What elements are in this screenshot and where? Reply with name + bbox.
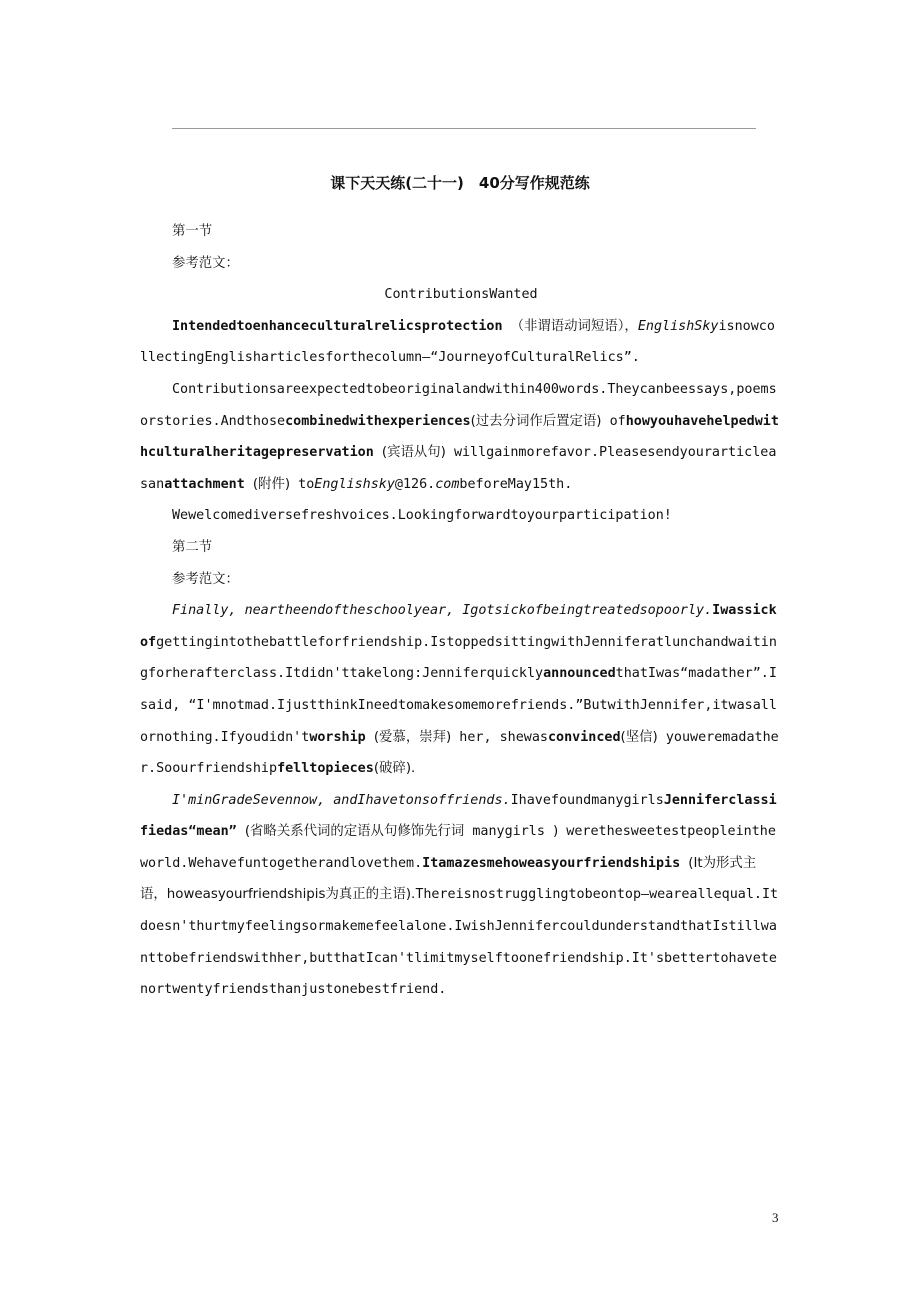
text-run: gettingintothebattleforfriendship.IstoppedsittingwithJenniferatlunchandwaitingforherafterclass.Itdidn'ttakelong:Jenniferquickly	[140, 634, 777, 682]
text-run: to	[298, 476, 315, 492]
text-run: Finally,	[172, 603, 237, 619]
grammar-annotation: (附件)	[252, 476, 291, 492]
section2-paragraph-1	[140, 595, 782, 785]
highlight-phrase: Jenniferclassifiedas“mean”	[140, 792, 777, 840]
text-run: @126.	[394, 476, 436, 492]
text-run: isnowcollectingEnglisharticlesforthecolumn—“JourneyofCulturalRelics”.	[140, 318, 775, 366]
magazine-name: EnglishSky	[637, 318, 719, 334]
grammar-annotation: (爱慕，崇拜)	[373, 729, 452, 745]
essay-title: ContributionsWanted	[384, 287, 538, 303]
grammar-annotation: (坚信)	[620, 729, 658, 745]
highlight-phrase: worship	[309, 729, 366, 745]
section1-paragraph-3: Wewelcomediversefreshvoices.Lookingforwardtoyourparticipation!	[172, 508, 672, 524]
text-run: Contributionsareexpectedtobeoriginalandwithin400words.Theycanbeessays,poemsorstories.Andthose	[140, 381, 777, 429]
page-number: 3	[772, 1210, 779, 1225]
text-run: thatIwas“madather”.Isaid,	[140, 666, 777, 713]
grammar-annotation: (破碎).	[373, 761, 416, 777]
text-run: andIhavetonsoffriends.	[333, 792, 511, 808]
text-run: I'minGradeSevennow,	[172, 792, 326, 808]
text-run: manygirls	[472, 824, 545, 840]
grammar-annotation: )	[552, 824, 559, 840]
section1-model-label: 参考范文：	[172, 255, 239, 271]
text-run: Ihavefoundmanygirls	[510, 792, 664, 808]
section2-heading: 第二节	[172, 539, 213, 555]
page-title: 课下天天练(二十一) 40分写作规范练	[330, 174, 590, 192]
section1-paragraph-2	[140, 374, 782, 500]
highlight-phrase: combinedwithexperiences	[285, 413, 471, 429]
highlight-phrase: convinced	[547, 729, 621, 745]
grammar-annotation: (宾语从句)	[381, 445, 446, 461]
email-domain: com	[435, 476, 460, 492]
highlight-phrase: howyouhavehelpedwithculturalheritagepreservation	[140, 413, 779, 461]
text-run: of	[609, 413, 626, 429]
highlight-phrase: Intendedtoenhanceculturalrelicsprotection	[172, 318, 503, 334]
text-run: Thereisnostrugglingtobeontop—weareallequal.Itdoesn'thurtmyfeelingsormakemefeelalone.IwishJennifercouldunderstandthatIstillwanttobefriendswithher,butthatIcan'tlimitmyselftoonefriendship.It'sbettertohavetenortwentyfriendsthanjustonebestfriend.	[140, 887, 779, 998]
section2-model-label: 参考范文：	[172, 571, 239, 587]
text-run: “I'mnotmad.IjustthinkIneedtomakesomemorefriends.”ButwithJennifer,itwasallornothing.Ifyoudidn't	[140, 697, 777, 745]
grammar-annotation: (省略关系代词的定语从句修饰先行词	[244, 824, 465, 840]
text-run: Igotsickofbeingtreatedsopoorly.	[462, 603, 713, 619]
section2-paragraph-2	[140, 785, 782, 1006]
highlight-phrase: announced	[543, 666, 616, 682]
highlight-phrase: Iwassickof	[140, 603, 777, 650]
text-run: werethesweetestpeopleintheworld.Wehavefuntogetherandlovethem.	[140, 824, 776, 871]
grammar-annotation: (过去分词作后置定语)	[470, 413, 602, 429]
text-run: neartheendoftheschoolyear,	[244, 603, 455, 619]
grammar-annotation: （非谓语动词短语），	[510, 318, 638, 334]
text-run: youweremadather.Soourfriendship	[140, 729, 779, 777]
highlight-phrase: Itamazesmehoweasyourfriendshipis	[422, 855, 681, 871]
section1-heading: 第一节	[172, 224, 213, 239]
document-body	[140, 216, 782, 1006]
highlight-phrase: felltopieces	[277, 761, 374, 777]
text-run: willgainmorefavor.Pleasesendyourarticleasan	[140, 445, 777, 492]
header-rule	[172, 128, 756, 129]
section1-paragraph-1	[140, 311, 782, 374]
grammar-annotation: (It为形式主语，howeasyourfriendshipis为真正的主语).	[140, 855, 757, 903]
text-run: beforeMay15th.	[459, 476, 573, 492]
email-user: Englishsky	[314, 476, 395, 492]
text-run: her, shewas	[459, 729, 548, 745]
highlight-phrase: attachment	[164, 476, 245, 492]
